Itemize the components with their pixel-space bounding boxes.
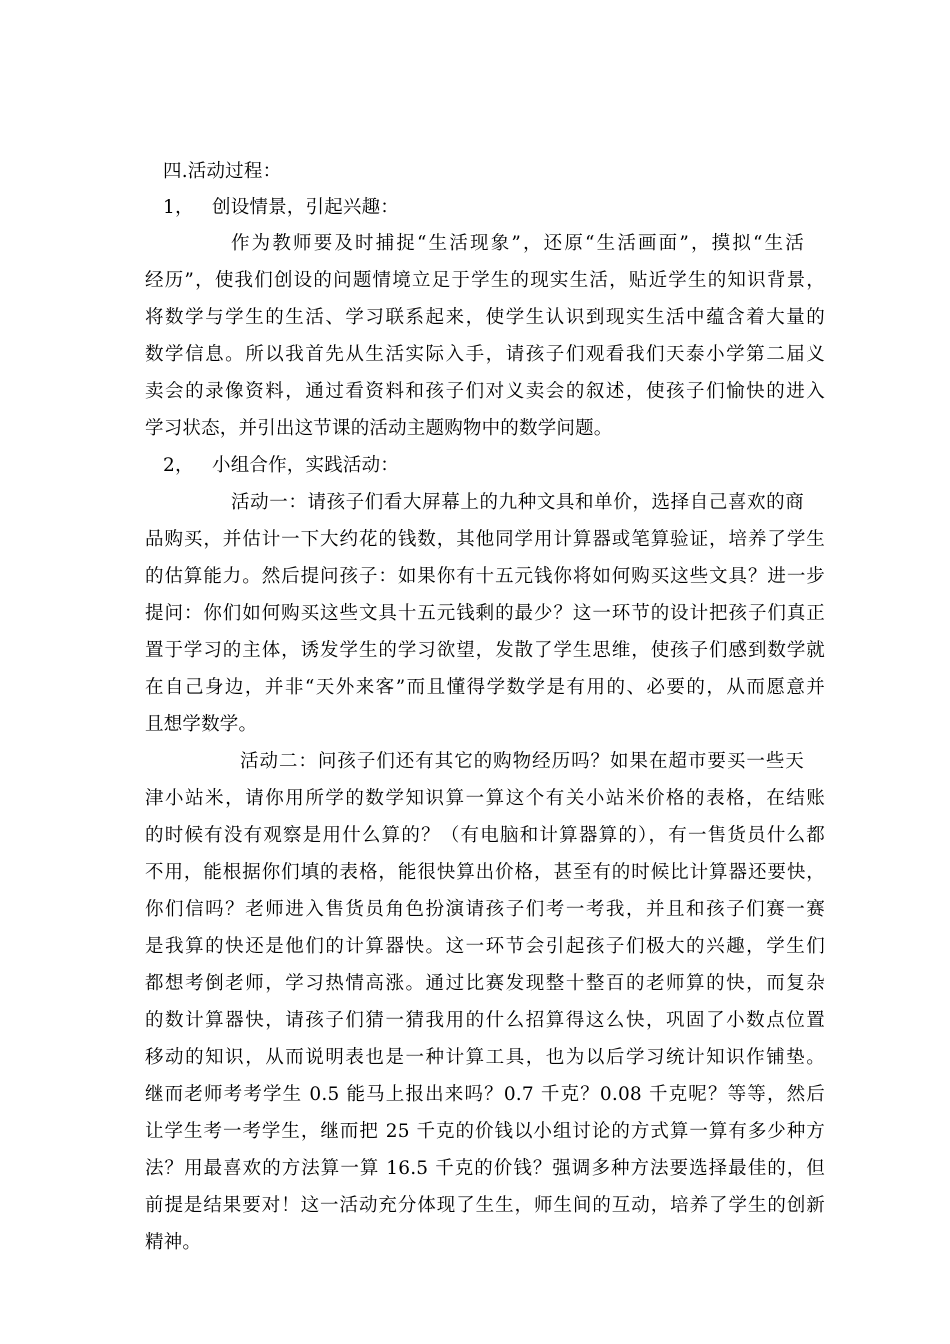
para3-line-12: 法？用最喜欢的方法算一算 16.5 千克的价钱？强调多种方法要选择最佳的，但 <box>145 1158 825 1179</box>
para3-line-11: 让学生考一考学生，继而把 25 千克的价钱以小组讨论的方式算一算有多少种方 <box>145 1121 825 1142</box>
para1-line-1: 作为教师要及时捕捉“生活现象”，还原“生活画面”，摸拟“生活 <box>231 233 804 254</box>
item2-title: 小组合作，实践活动： <box>212 455 400 476</box>
para2-line-5: 置于学习的主体，诱发学生的学习欲望，发散了学生思维，使孩子们感到数学就 <box>145 640 825 661</box>
para3-line-6: 是我算的快还是他们的计算器快。这一环节会引起孩子们极大的兴趣，学生们 <box>145 936 825 957</box>
para3-line-4: 不用，能根据你们填的表格，能很快算出价格，甚至有的时候比计算器还要快， <box>145 862 825 883</box>
item1-title: 创设情景，引起兴趣： <box>212 197 400 218</box>
para2-line-6: 在自己身边，并非“天外来客”而且懂得学数学是有用的、必要的，从而愿意并 <box>145 677 825 698</box>
para3-line-2: 津小站米，请你用所学的数学知识算一算这个有关小站米价格的表格，在结账 <box>145 788 825 809</box>
para1-line-3: 将数学与学生的生活、学习联系起来，使学生认识到现实生活中蕴含着大量的 <box>145 307 825 328</box>
para3-line-3: 的时候有没有观察是用什么算的？（有电脑和计算器算的），有一售货员什么都 <box>145 825 825 846</box>
para2-line-2: 品购买，并估计一下大约花的钱数，其他同学用计算器或笔算验证，培养了学生 <box>145 529 825 550</box>
para2-line-3: 的估算能力。然后提问孩子：如果你有十五元钱你将如何购买这些文具？进一步 <box>145 566 825 587</box>
item2-number: 2， <box>163 455 194 476</box>
para3-line-7: 都想考倒老师，学习热情高涨。通过比赛发现整十整百的老师算的快，而复杂 <box>145 973 825 994</box>
para3-line-9: 移动的知识，从而说明表也是一种计算工具，也为以后学习统计知识作铺垫。 <box>145 1047 825 1068</box>
para2-line-7: 且想学数学。 <box>145 714 258 735</box>
para3-line-1: 活动二：问孩子们还有其它的购物经历吗？如果在超市要买一些天 <box>240 751 804 772</box>
item1-number: 1， <box>163 197 194 218</box>
para2-line-4: 提问：你们如何购买这些文具十五元钱剩的最少？这一环节的设计把孩子们真正 <box>145 603 825 624</box>
para3-line-13: 前提是结果要对！这一活动充分体现了生生，师生间的互动，培养了学生的创新 <box>145 1195 825 1216</box>
para1-line-5: 卖会的录像资料，通过看资料和孩子们对义卖会的叙述，使孩子们愉快的进入 <box>145 381 825 402</box>
para3-line-10: 继而老师考考学生 0.5 能马上报出来吗？0.7 千克？0.08 千克呢？等等，然后 <box>145 1084 825 1105</box>
section-heading: 四.活动过程： <box>163 161 282 182</box>
para1-line-4: 数学信息。所以我首先从生活实际入手，请孩子们观看我们天泰小学第二届义 <box>145 344 825 365</box>
para3-line-14: 精神。 <box>145 1232 202 1253</box>
para1-line-2: 经历”，使我们创设的问题情境立足于学生的现实生活，贴近学生的知识背景， <box>145 270 825 291</box>
para3-line-5: 你们信吗？老师进入售货员角色扮演请孩子们考一考我，并且和孩子们赛一赛 <box>145 899 825 920</box>
para2-line-1: 活动一：请孩子们看大屏幕上的九种文具和单价，选择自己喜欢的商 <box>231 492 804 513</box>
para3-line-8: 的数计算器快，请孩子们猜一猜我用的什么招算得这么快，巩固了小数点位置 <box>145 1010 825 1031</box>
para1-line-6: 学习状态，并引出这节课的活动主题购物中的数学问题。 <box>145 418 613 439</box>
